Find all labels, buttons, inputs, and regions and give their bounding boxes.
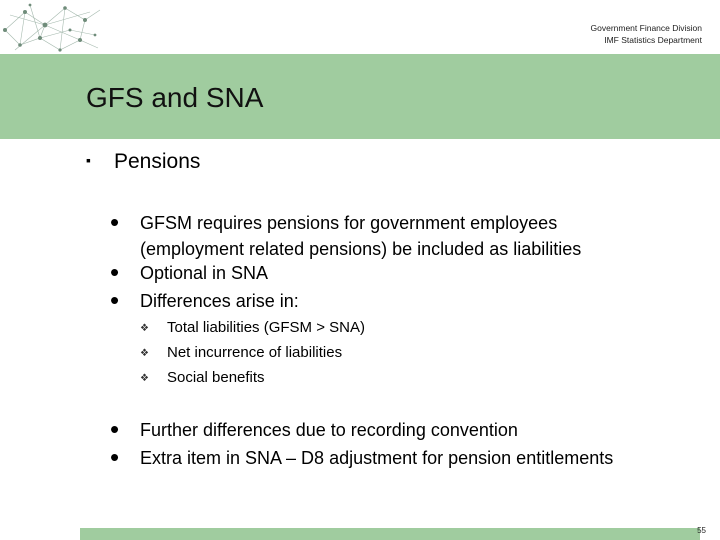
diamond-bullet-icon: ❖ (140, 348, 149, 359)
bullet-text: GFSM requires pensions for government employees (employment related pensions) be included as liabilities (140, 213, 582, 259)
diamond-bullet-icon: ❖ (140, 323, 149, 334)
sub-bullet-text: Total liabilities (GFSM > SNA) (167, 319, 365, 336)
footer-bar (80, 528, 700, 540)
diamond-bullet-icon: ❖ (140, 373, 149, 384)
sub-bullet-text: Net incurrence of liabilities (167, 344, 343, 361)
bullet-dot-icon: • (110, 257, 120, 287)
bullet-text: Optional in SNA (140, 263, 269, 283)
organization-label (591, 22, 703, 46)
org-division: Government Finance Division (590, 23, 702, 33)
page-number: 55 (697, 526, 706, 535)
org-department: IMF Statistics Department (604, 35, 702, 45)
bullet-text: Extra item in SNA – D8 adjustment for pension entitlements (140, 448, 614, 468)
bullet-dot-icon: • (110, 442, 120, 472)
bullet-dot-icon: • (110, 414, 120, 444)
bullet-text: Further differences due to recording convention (140, 420, 518, 440)
bullet-dot-icon: • (110, 207, 120, 237)
bullet-text: Differences arise in: (140, 291, 299, 311)
level1-item-pensions (86, 150, 200, 174)
level1-label: Pensions (114, 150, 201, 173)
network-logo-icon (0, 0, 110, 60)
bullet-dot-icon: • (110, 285, 120, 315)
square-bullet-icon: ▪ (86, 152, 91, 168)
sub-bullet-text: Social benefits (167, 369, 265, 386)
slide-title: GFS and SNA (86, 82, 264, 113)
